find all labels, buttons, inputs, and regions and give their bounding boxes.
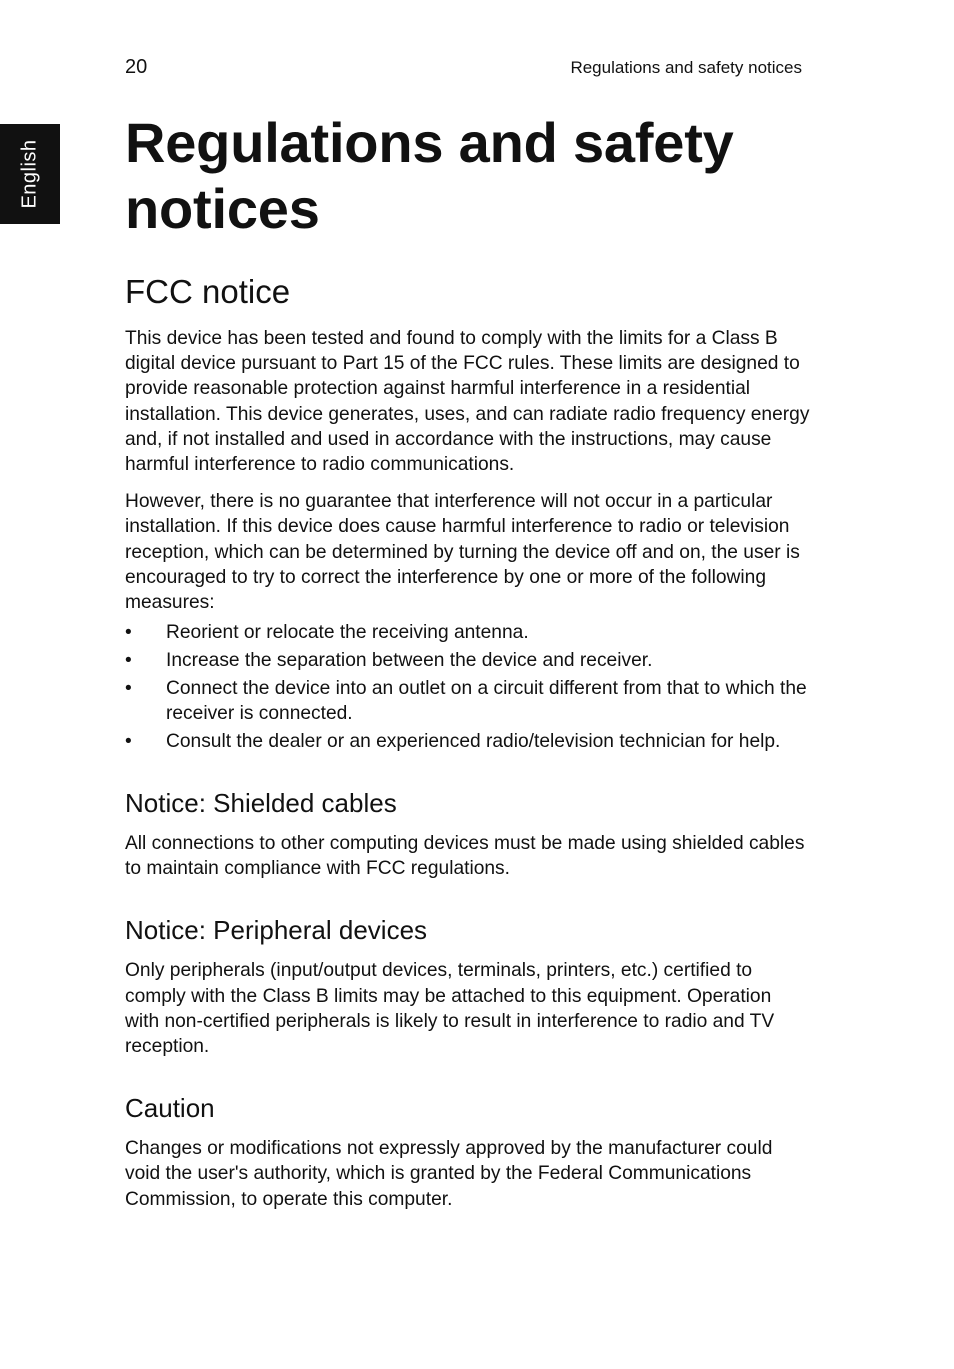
page-title: Regulations and safety notices	[125, 111, 734, 240]
bullet-icon: •	[125, 730, 132, 752]
language-tab-label: English	[18, 139, 41, 209]
fcc-notice-paragraph: However, there is no guarantee that interference will not occur in a particular installation. If this device does cause harmful interference to radio or television reception, which can be determined by turning the device off and on, the user is encouraged to try to correct the interference by one or more of the following measures:	[125, 491, 800, 614]
fcc-notice-section	[125, 272, 810, 754]
interference-measures-list	[125, 620, 810, 754]
list-item	[125, 620, 810, 645]
fcc-notice-paragraph: This device has been tested and found to comply with the limits for a Class B digital device pursuant to Part 15 of the FCC rules. These limits are designed to provide reasonable protection against harmful interference in a residential installation. This device generates, uses, and can radiate radio frequency energy and, if not installed and used in accordance with the instructions, may cause harmful interference to radio communications.	[125, 328, 810, 476]
list-item-text: Connect the device into an outlet on a circuit different from that to which the receiver is connected.	[166, 677, 807, 725]
caution-text: Changes or modifications not expressly approved by the manufacturer could void the user's authority, which is granted by the Federal Communications Commission, to operate this computer.	[125, 1138, 773, 1210]
list-item	[125, 648, 810, 673]
list-item-text: Consult the dealer or an experienced radio/television technician for help.	[166, 730, 781, 752]
page-number: 20	[125, 56, 148, 78]
running-header-title: Regulations and safety notices	[570, 58, 802, 77]
language-side-tab	[0, 124, 60, 224]
page-content	[125, 110, 810, 1212]
peripheral-devices-section	[125, 914, 810, 1059]
list-item-text: Increase the separation between the device and receiver.	[166, 650, 653, 672]
list-item	[125, 729, 810, 754]
peripheral-devices-heading: Notice: Peripheral devices	[125, 915, 428, 946]
caution-heading: Caution	[125, 1093, 215, 1124]
shielded-cables-heading: Notice: Shielded cables	[125, 788, 397, 819]
shielded-cables-section	[125, 787, 810, 881]
peripheral-devices-text: Only peripherals (input/output devices, terminals, printers, etc.) certified to comply with the Class B limits may be attached to this equipment. Operation with non-certified peripherals is likely to result in interference to radio and TV reception.	[125, 960, 775, 1058]
bullet-icon: •	[125, 622, 132, 644]
fcc-notice-heading: FCC notice	[125, 273, 291, 310]
shielded-cables-text: All connections to other computing devices must be made using shielded cables to maintain compliance with FCC regulations.	[125, 833, 805, 880]
list-item	[125, 676, 810, 726]
bullet-icon: •	[125, 677, 132, 699]
list-item-text: Reorient or relocate the receiving antenna.	[166, 622, 529, 644]
bullet-icon: •	[125, 650, 132, 672]
caution-section	[125, 1092, 810, 1212]
